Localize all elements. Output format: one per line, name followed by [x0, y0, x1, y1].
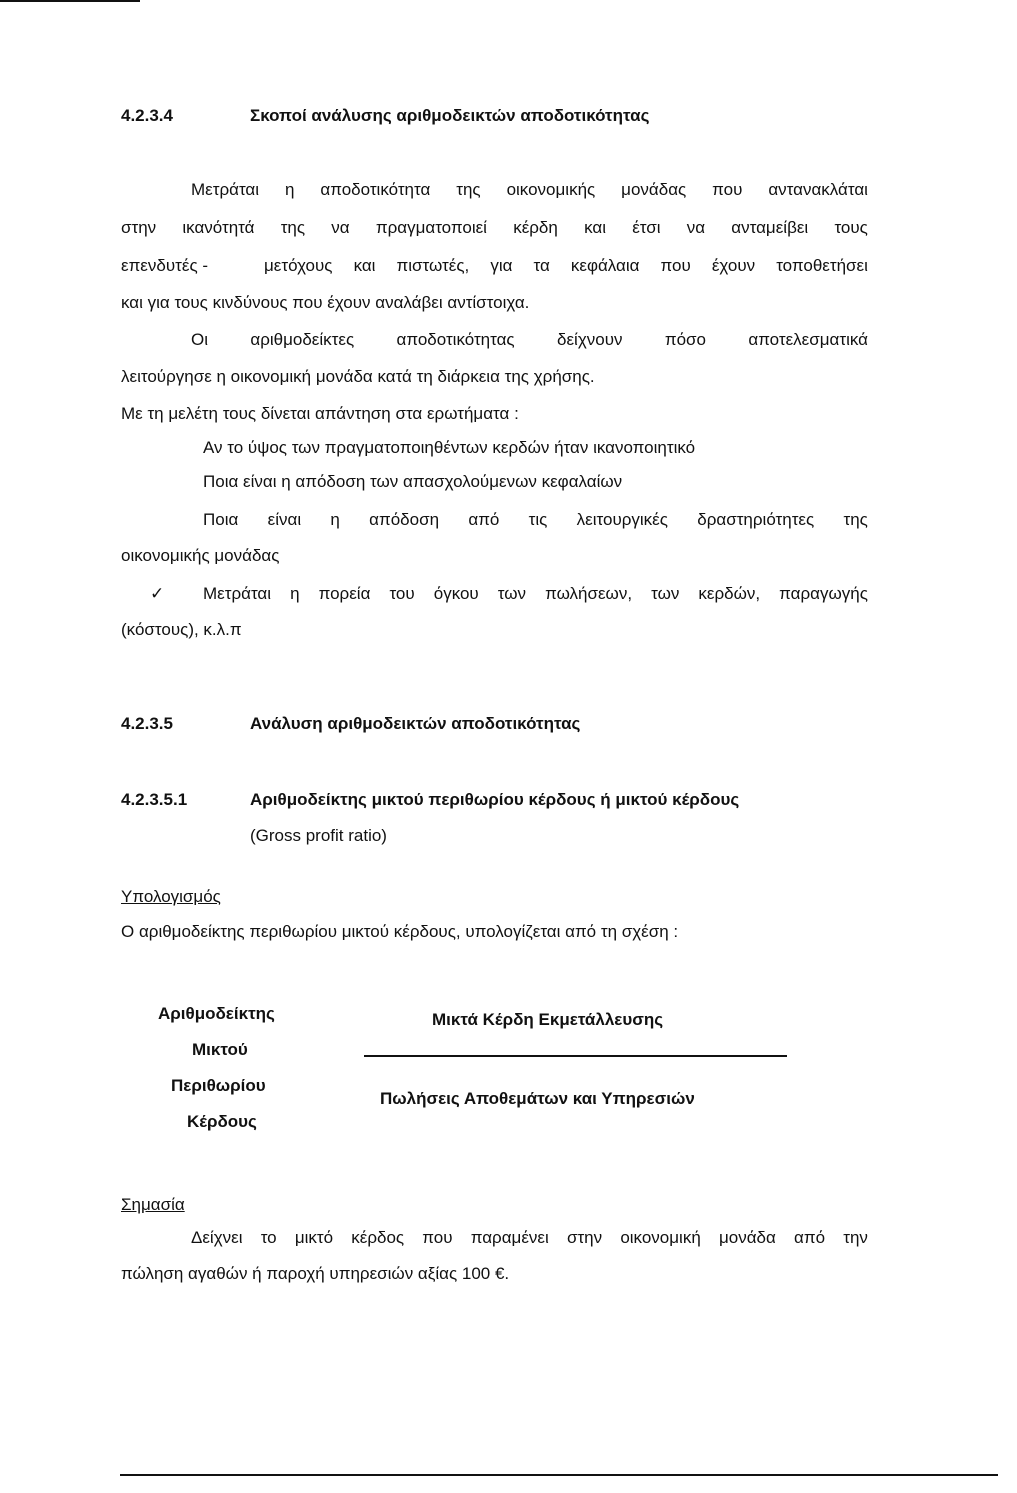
word: Μετράται: [191, 180, 260, 199]
subsection-subtitle: (Gross profit ratio): [250, 826, 387, 845]
word: Μετράται: [203, 584, 272, 603]
word: δείχνουν: [557, 330, 623, 349]
question-3-line1: [203, 510, 868, 530]
word: και: [584, 218, 606, 237]
question-3-line2: οικονομικής μονάδας: [121, 546, 280, 565]
word: του: [389, 584, 415, 603]
word: της: [280, 218, 306, 237]
word: η: [330, 510, 340, 529]
word: αντανακλάται: [768, 180, 868, 199]
section-title: Σκοποί ανάλυσης αριθμοδεικτών αποδοτικότητας: [250, 106, 650, 125]
formula-denominator: Πωλήσεις Αποθεμάτων και Υπηρεσιών: [380, 1089, 695, 1108]
section-title: Ανάλυση αριθμοδεικτών αποδοτικότητας: [250, 714, 581, 733]
word: τα: [533, 256, 550, 275]
word: που: [422, 1228, 453, 1247]
word: πραγματοποιεί: [375, 218, 487, 237]
para1-line3: [264, 256, 868, 276]
word: της: [456, 180, 481, 199]
question-2: Ποια είναι η απόδοση των απασχολούμενων κεφαλαίων: [203, 472, 623, 491]
word: αποδοτικότητας: [396, 330, 515, 349]
word: στην: [121, 218, 157, 237]
meaning-heading: Σημασία: [121, 1195, 185, 1214]
section-number: 4.2.3.5: [121, 714, 173, 733]
word: όγκου: [433, 584, 479, 603]
word: κέρδος: [351, 1228, 405, 1247]
calculation-text: Ο αριθμοδείκτης περιθωρίου μικτού κέρδους, υπολογίζεται από τη σχέση :: [121, 922, 679, 941]
word: της: [843, 510, 868, 529]
questions-intro: Με τη μελέτη τους δίνεται απάντηση στα ερωτήματα :: [121, 404, 519, 423]
word: πορεία: [318, 584, 371, 603]
para1-line2: [121, 218, 868, 238]
top-border-line: [0, 0, 140, 2]
word: η: [290, 584, 300, 603]
word: μικτό: [294, 1228, 334, 1247]
word: πωλήσεων,: [545, 584, 633, 603]
check-mark-icon: ✓: [150, 584, 165, 603]
word: το: [260, 1228, 277, 1247]
word: η: [284, 180, 295, 199]
subsection-number: 4.2.3.5.1: [121, 790, 188, 809]
word: των: [497, 584, 527, 603]
subsection-title: Αριθμοδείκτης μικτού περιθωρίου κέρδους ή μικτού κέρδους: [250, 790, 740, 809]
para2-line2: λειτούργησε η οικονομική μονάδα κατά τη διάρκεια της χρήσης.: [121, 367, 595, 386]
word: που: [712, 180, 743, 199]
word: κέρδη: [513, 218, 558, 237]
formula-label-line: Μικτού: [192, 1040, 248, 1059]
section-number: 4.2.3.4: [121, 106, 173, 125]
para1-line4: και για τους κινδύνους που έχουν αναλάβει αντίστοιχα.: [121, 293, 530, 312]
word: μονάδα: [718, 1228, 776, 1247]
check-item-line1: [203, 584, 868, 604]
meaning-line2: πώληση αγαθών ή παροχή υπηρεσιών αξίας 100 €.: [121, 1264, 510, 1283]
check-item-line2: (κόστους), κ.λ.π: [121, 620, 242, 639]
word: λειτουργικές: [576, 510, 668, 529]
word: την: [843, 1228, 868, 1247]
fraction-bar: [364, 1055, 787, 1057]
word: και: [353, 256, 376, 275]
word: δραστηριότητες: [697, 510, 815, 529]
word: ικανότητά: [182, 218, 255, 237]
word: που: [660, 256, 691, 275]
word: ανταμείβει: [731, 218, 809, 237]
formula-numerator: Μικτά Κέρδη Εκμετάλλευσης: [432, 1010, 664, 1029]
word: από: [468, 510, 500, 529]
word: μονάδας: [621, 180, 687, 199]
para1-line1: [191, 180, 868, 200]
word: κεφάλαια: [570, 256, 640, 275]
word: οικονομική: [620, 1228, 701, 1247]
word: των: [651, 584, 680, 603]
word: Οι: [191, 330, 208, 349]
word: πιστωτές,: [396, 256, 470, 275]
word: στην: [566, 1228, 603, 1247]
bottom-border-line: [120, 1474, 998, 1476]
word: έχουν: [711, 256, 756, 275]
calculation-heading: Υπολογισμός: [121, 887, 221, 906]
word: από: [794, 1228, 826, 1247]
word: τοποθετήσει: [776, 256, 868, 275]
para1-line3-start: επενδυτές -: [121, 256, 209, 275]
word: τις: [528, 510, 548, 529]
word: απόδοση: [369, 510, 440, 529]
word: τους: [834, 218, 868, 237]
word: έτσι: [632, 218, 661, 237]
word: είναι: [267, 510, 302, 529]
word: οικονομικής: [506, 180, 596, 199]
word: Ποια: [203, 510, 239, 529]
word: να: [331, 218, 350, 237]
word: παραμένει: [470, 1228, 549, 1247]
word: κερδών,: [698, 584, 761, 603]
formula-label-line: Περιθωρίου: [171, 1076, 266, 1095]
question-1: Αν το ύψος των πραγματοποιηθέντων κερδών ήταν ικανοποιητικό: [203, 438, 696, 457]
word: πόσο: [664, 330, 706, 349]
word: για: [490, 256, 513, 275]
word: Δείχνει: [191, 1228, 243, 1247]
formula-label-line: Αριθμοδείκτης: [158, 1004, 275, 1023]
word: μετόχους: [264, 256, 333, 275]
word: αριθμοδείκτες: [250, 330, 355, 349]
word: αποτελεσματικά: [748, 330, 868, 349]
formula-label-line: Κέρδους: [187, 1112, 257, 1131]
para2-line1: [191, 330, 868, 350]
word: παραγωγής: [779, 584, 868, 603]
word: να: [686, 218, 706, 237]
word: αποδοτικότητα: [320, 180, 431, 199]
meaning-line1: [191, 1228, 868, 1248]
